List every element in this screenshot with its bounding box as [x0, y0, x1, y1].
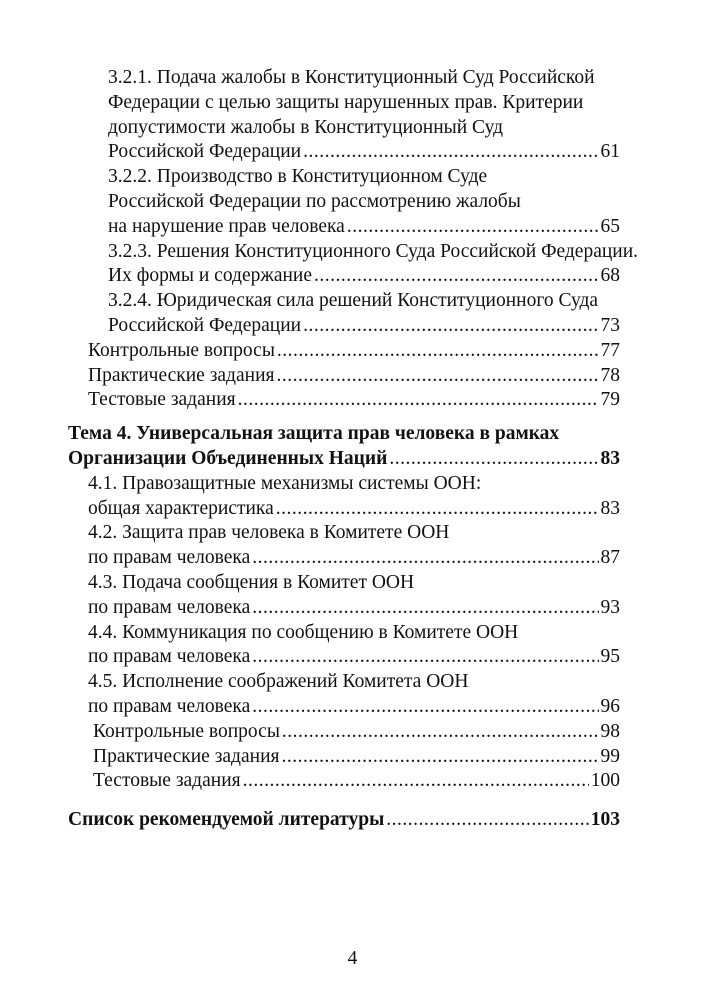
- toc-entry-text: Тестовые задания: [93, 770, 241, 792]
- toc-entry-test-tasks: [88, 388, 620, 413]
- toc-page-number: 83: [600, 497, 620, 519]
- toc-entry-text: 4.5. Исполнение соображений Комитета ООН: [88, 671, 469, 693]
- toc-page-number: 78: [600, 364, 620, 386]
- toc-entry-text: Федерации с целью защиты нарушенных прав. Критерии: [108, 91, 584, 113]
- toc-entry-4-5: [88, 670, 620, 720]
- toc-entry-last-line: [88, 546, 620, 571]
- toc-page-number: 65: [600, 215, 620, 237]
- dot-leader: [389, 447, 598, 472]
- toc-entry-text: Организации Объединенных Наций: [68, 447, 388, 469]
- dot-leader: [386, 808, 588, 833]
- toc-entry-text: 3.2.1. Подача жалобы в Конституционный Суд Российской: [108, 67, 595, 88]
- toc-page-number: 103: [590, 809, 620, 831]
- dot-leader: [243, 769, 589, 794]
- toc-page-number: 99: [600, 745, 620, 767]
- toc-page-number: 68: [600, 265, 620, 287]
- dot-leader: [347, 215, 599, 240]
- toc-entry-4-4: [88, 621, 620, 671]
- toc-page-number: 73: [600, 314, 620, 336]
- toc-entry-last-line: [108, 264, 620, 289]
- toc-entry-last-line: [93, 769, 620, 794]
- dot-leader: [303, 314, 598, 339]
- toc-entry-text: Практические задания: [88, 364, 275, 386]
- toc-entry-4-3: [88, 571, 620, 621]
- toc-entry-text: допустимости жалобы в Конституционный Суд: [108, 116, 504, 138]
- toc-entry-last-line: [88, 388, 620, 413]
- dot-leader: [276, 364, 598, 389]
- dot-leader: [314, 264, 599, 289]
- toc-entry-text: Российской Федерации по рассмотрению жалобы: [108, 190, 521, 212]
- dot-leader: [238, 388, 599, 413]
- toc-entry-text: Тема 4. Универсальная защита прав человека в рамках: [68, 423, 560, 445]
- toc-entry-text: по правам человека: [88, 695, 251, 717]
- toc-entry-3-2-4: [108, 289, 620, 339]
- toc-entry-text: Их формы и содержание: [108, 265, 312, 287]
- toc-entry-text: 4.4. Коммуникация по сообщению в Комитете ООН: [88, 621, 519, 643]
- spacer: [0, 794, 705, 808]
- toc-page-number: 95: [600, 646, 620, 668]
- toc-entry-text: Российской Федерации: [108, 141, 302, 163]
- toc-entry-text: общая характеристика: [88, 497, 274, 519]
- dot-leader: [303, 140, 598, 165]
- toc-entry-last-line: [88, 645, 620, 670]
- toc-entry-4-2: [88, 521, 620, 571]
- toc-entry-test-tasks-2: [93, 769, 620, 794]
- toc-entry-topic-4: [68, 422, 620, 472]
- toc-entry-practical-tasks-2: [93, 745, 620, 770]
- toc-entry-control-questions-2: [93, 720, 620, 745]
- toc-entry-text: Российской Федерации: [108, 314, 302, 336]
- toc-entry-last-line: [88, 596, 620, 621]
- toc-entry-text: 4.1. Правозащитные механизмы системы ООН:: [88, 472, 482, 494]
- toc-page-number: 98: [600, 720, 620, 742]
- toc-entry-text: Контрольные вопросы: [93, 720, 280, 742]
- table-of-contents: [0, 66, 705, 833]
- dot-leader: [252, 596, 598, 621]
- toc-entry-text: по правам человека: [88, 596, 251, 618]
- dot-leader: [281, 745, 598, 770]
- toc-entry-last-line: [108, 215, 620, 240]
- toc-entry-text: Контрольные вопросы: [88, 339, 275, 361]
- toc-entry-text: Тестовые задания: [88, 389, 236, 411]
- toc-entry-text: на нарушение прав человека: [108, 215, 345, 237]
- dot-leader: [252, 645, 598, 670]
- toc-entry-text: 4.2. Защита прав человека в Комитете ООН: [88, 522, 450, 544]
- toc-entry-text: 3.2.3. Решения Конституционного Суда Российской Федерации.: [108, 240, 639, 262]
- toc-entry-last-line: [93, 720, 620, 745]
- toc-entry-text: 3.2.4. Юридическая сила решений Конституционного Суда: [108, 290, 599, 312]
- toc-entry-control-questions: [88, 339, 620, 364]
- toc-entry-last-line: [88, 695, 620, 720]
- toc-entry-last-line: [68, 808, 620, 833]
- toc-entry-last-line: [68, 447, 620, 472]
- toc-page-number: 87: [600, 547, 620, 569]
- dot-leader: [277, 339, 599, 364]
- toc-entry-text: по правам человека: [88, 646, 251, 668]
- dot-leader: [276, 497, 599, 522]
- page-number: 4: [347, 948, 358, 969]
- toc-entry-last-line: [88, 497, 620, 522]
- toc-entry-text: 3.2.2. Производство в Конституционном Суде: [108, 166, 488, 188]
- toc-entry-4-1: [88, 472, 620, 522]
- toc-entry-text: 4.3. Подача сообщения в Комитет ООН: [88, 571, 415, 593]
- toc-entry-text: по правам человека: [88, 547, 251, 569]
- toc-entry-text: Список рекомендуемой литературы: [68, 809, 385, 831]
- toc-page-number: 61: [600, 141, 620, 163]
- dot-leader: [252, 695, 598, 720]
- toc-entry-last-line: [88, 339, 620, 364]
- toc-page-number: 100: [590, 770, 620, 792]
- dot-leader: [282, 720, 599, 745]
- toc-entry-3-2-2: [108, 165, 620, 239]
- toc-page-number: 83: [600, 447, 620, 469]
- toc-entry-last-line: [88, 364, 620, 389]
- spacer: [0, 413, 705, 422]
- toc-page-number: 79: [600, 389, 620, 411]
- toc-page-number: 93: [600, 596, 620, 618]
- toc-entry-3-2-1: [108, 66, 620, 165]
- toc-page-number: 77: [600, 339, 620, 361]
- toc-page-number: 96: [600, 695, 620, 717]
- toc-entry-3-2-3: [108, 240, 639, 290]
- toc-entry-last-line: [108, 140, 620, 165]
- toc-entry-bibliography: [68, 808, 620, 833]
- toc-entry-last-line: [93, 745, 620, 770]
- toc-entry-last-line: [108, 314, 620, 339]
- dot-leader: [252, 546, 598, 571]
- toc-entry-practical-tasks: [88, 364, 620, 389]
- toc-entry-text: Практические задания: [93, 745, 280, 767]
